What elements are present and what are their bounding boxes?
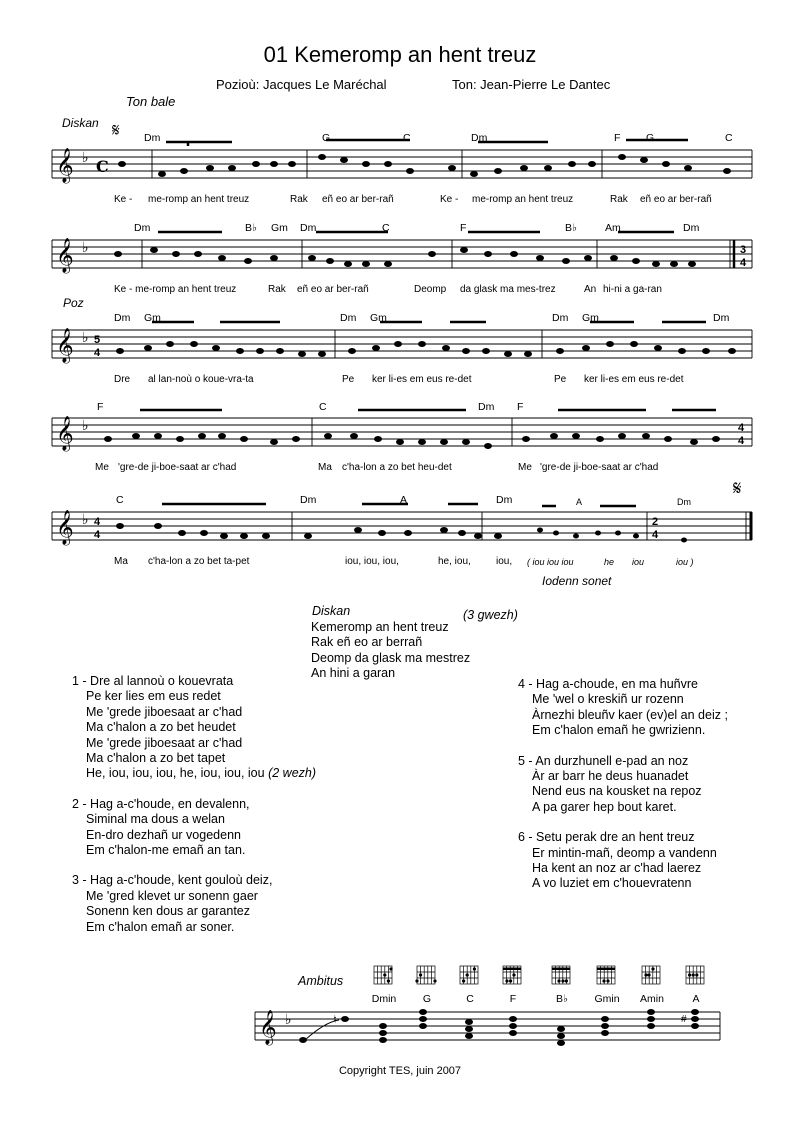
section-label-iodenn: Iodenn sonet <box>542 574 612 588</box>
lyric-syllables: eñ eo ar ber-rañ <box>322 194 394 205</box>
lyric-syllables: c'ha-lon a zo bet ta-pet <box>148 556 250 567</box>
verses-left-column <box>72 674 316 950</box>
lyric-syllables: me-romp an hent treuz <box>148 194 250 205</box>
chord-diagram-label: G <box>422 993 432 1005</box>
lyric-syllables: Deomp <box>414 284 447 295</box>
treble-clef-icon: 𝄞 <box>56 148 74 183</box>
chord-diagram-label: A <box>692 993 700 1005</box>
chord: F <box>517 401 524 413</box>
chord: C <box>319 401 327 413</box>
svg-text:3: 3 <box>740 244 747 256</box>
treble-clef-icon: 𝄞 <box>56 238 74 273</box>
lyric-syllables: iou ) <box>676 557 694 567</box>
section-label-diskan: Diskan <box>62 116 99 130</box>
verse-line: He, iou, iou, iou, he, iou, iou, iou <box>86 766 265 781</box>
verse-3 <box>72 873 316 935</box>
verse-line: Me 'wel o kreskiñ ur rozenn <box>532 692 684 707</box>
verse-line: A pa garer hep bout karet. <box>532 799 677 814</box>
lyric-syllables: 'gre-de ji-boe-saat ar c'had <box>118 462 237 473</box>
music-system-4 <box>52 414 752 454</box>
chord: G <box>322 132 331 144</box>
staff-lines <box>52 414 752 454</box>
svg-text:4: 4 <box>738 435 745 447</box>
segno-icon: 𝄋 <box>112 120 120 140</box>
lyric-syllables: Ma <box>114 556 128 567</box>
verse-6 <box>518 830 728 892</box>
chord: Dm <box>144 132 161 144</box>
segno-icon: 𝄋 <box>733 478 742 500</box>
lyric-syllables: he, iou, <box>438 556 471 567</box>
refrain-label: Diskan <box>312 604 351 618</box>
chord: Dm <box>677 497 691 507</box>
guitar-chord-diagrams <box>366 960 726 990</box>
verse-line: Ha kent an noz ar c'had laerez <box>532 861 702 876</box>
verse-line: 6 - Setu perak dre an hent treuz <box>518 830 695 845</box>
melody-notes <box>104 433 720 449</box>
chord: Gm <box>582 312 599 324</box>
music-system-2 <box>52 236 752 276</box>
lyric-syllables: iou <box>632 557 645 567</box>
lyric-syllables: 'gre-de ji-boe-saat ar c'had <box>540 462 659 473</box>
chord: B♭ <box>565 222 577 234</box>
music-system-5 <box>52 508 752 548</box>
lyrics-credit: Pozioù: Jacques Le Maréchal <box>216 77 387 92</box>
verse-line: 3 - Hag a-c'houde, kent gouloù deiz, <box>72 873 273 888</box>
svg-text:2: 2 <box>652 516 659 528</box>
music-system-3 <box>52 326 752 366</box>
lyric-syllables: Ke - <box>440 194 459 205</box>
verse-line: 4 - Hag a-choude, en ma huñvre <box>518 677 698 691</box>
refrain-line: An hini a garan <box>311 666 396 681</box>
refrain-text <box>311 620 470 682</box>
chord: G <box>646 132 655 144</box>
tune-credit: Ton: Jean-Pierre Le Dantec <box>452 77 611 92</box>
chord: Dm <box>471 132 488 144</box>
chord: Gm <box>370 312 387 324</box>
chord: A <box>576 497 583 507</box>
chord: Am <box>605 222 621 234</box>
verse-5 <box>518 754 728 816</box>
treble-clef-icon: 𝄞 <box>56 328 74 363</box>
chord: C <box>725 132 733 144</box>
chord: Dm <box>552 312 569 324</box>
svg-text:5: 5 <box>94 334 101 346</box>
verse-2 <box>72 797 316 859</box>
lyric-syllables: An <box>584 284 597 295</box>
refrain-repeat: (3 gwezh) <box>463 608 518 622</box>
lyric-syllables: Pe <box>342 374 355 385</box>
lyric-syllables: da glask ma mes-trez <box>460 284 556 295</box>
chord: F <box>97 401 104 413</box>
lyric-syllables: ker li-es em eus re-det <box>584 374 684 385</box>
staff-lines <box>52 508 752 548</box>
refrain-line: Deomp da glask ma mestrez <box>311 650 471 665</box>
flat-key-icon: ♭ <box>82 149 89 165</box>
treble-clef-icon: 𝄞 <box>56 416 74 451</box>
lyric-syllables: ( iou iou iou <box>527 557 574 567</box>
verse-line: 5 - An durzhunell e-pad an noz <box>518 753 689 768</box>
svg-text:#: # <box>681 1014 687 1025</box>
chord-diagram-label: F <box>509 993 517 1005</box>
chord: C <box>382 222 390 234</box>
lyric-syllables: eñ eo ar ber-rañ <box>640 194 712 205</box>
chord: Gm <box>144 312 161 324</box>
verse-1 <box>72 674 316 782</box>
refrain-line: Rak eñ eo ar berrañ <box>311 635 423 650</box>
chord: Dm <box>134 222 151 234</box>
verse-line: Àr ar barr he deus huanadet <box>532 769 689 784</box>
chord-diagram-label: Dmin <box>371 993 397 1005</box>
lyric-syllables: iou, <box>496 556 513 567</box>
lyric-syllables: Pe <box>554 374 567 385</box>
verse-repeat: (2 wezh) <box>268 766 317 781</box>
verse-line: 1 - Dre al lannoù o kouevrata <box>72 674 234 688</box>
verse-line: A vo luziet em c'houevratenn <box>532 876 692 891</box>
verse-line: Pe ker lies em eus redet <box>86 689 221 704</box>
chord-diagram-label: Amin <box>640 993 664 1005</box>
verse-line: Er mintin-mañ, deomp a vandenn <box>532 845 717 860</box>
staff-lines <box>52 326 752 366</box>
verse-line: 2 - Hag a-c'houde, en devalenn, <box>72 796 250 811</box>
lyric-syllables: Me <box>518 462 532 473</box>
verse-line: Ma c'halon a zo bet heudet <box>86 720 236 735</box>
lyric-syllables: hi-ni a ga-ran <box>603 284 662 295</box>
chord-diagram-label: B♭ <box>556 993 568 1005</box>
verse-line: Em c'halon emañ ar soner. <box>86 919 235 934</box>
verse-line: Me 'grede jiboesaat ar c'had <box>86 735 243 750</box>
verse-line: Ma c'halon a zo bet tapet <box>86 751 226 766</box>
chord: C <box>403 132 411 144</box>
lyric-syllables: Ke - me-romp an hent treuz <box>114 284 237 295</box>
lyric-syllables: iou, iou, iou, <box>345 556 399 567</box>
refrain-line: Kemeromp an hent treuz <box>311 620 449 634</box>
svg-text:4: 4 <box>740 257 747 269</box>
chord: F <box>614 132 621 144</box>
svg-text:4: 4 <box>94 529 101 541</box>
svg-text:C: C <box>96 157 109 176</box>
lyric-syllables: ker li-es em eus re-det <box>372 374 472 385</box>
melody-notes <box>114 247 696 267</box>
chord: Dm <box>340 312 357 324</box>
chord: Dm <box>683 222 700 234</box>
treble-clef-icon: 𝄞 <box>56 510 74 545</box>
lyric-syllables: Rak <box>290 194 308 205</box>
chord: Dm <box>300 222 317 234</box>
chord: Dm <box>300 494 317 506</box>
tempo-marking: Ton bale <box>126 94 176 109</box>
chord: A <box>400 494 408 506</box>
verse-4 <box>518 677 728 739</box>
chord: Gm <box>271 222 288 234</box>
staff-lines <box>255 1008 720 1052</box>
page-title: 01 Kemeromp an hent treuz <box>263 42 537 67</box>
verse-line: Siminal ma dous a welan <box>86 812 225 827</box>
lyric-syllables: eñ eo ar ber-rañ <box>297 284 369 295</box>
svg-text:4: 4 <box>94 347 101 359</box>
svg-text:♮: ♮ <box>333 1014 337 1026</box>
ambitus-staff <box>255 1008 720 1052</box>
lyric-syllables: Ke - <box>114 194 133 205</box>
verse-line: Em c'halon-me emañ an tan. <box>86 843 246 858</box>
treble-clef-icon: 𝄞 <box>259 1010 277 1045</box>
svg-text:4: 4 <box>652 529 659 541</box>
chord: Dm <box>478 401 495 413</box>
verse-line: Sonenn ken dous ar garantez <box>86 904 251 919</box>
flat-key-icon: ♭ <box>285 1011 292 1027</box>
chord: C <box>116 494 124 506</box>
verse-line: Me 'gred klevet ur sonenn gaer <box>86 888 258 903</box>
lyric-syllables: Me <box>95 462 109 473</box>
ambitus-label: Ambitus <box>298 974 344 988</box>
verses-right-column <box>518 677 728 907</box>
verse-line: En-dro dezhañ ur vogedenn <box>86 827 241 842</box>
verse-line: Àrnezhi bleuñv kaer (ev)el an deiz ; <box>532 707 728 722</box>
lyric-syllables: Ma <box>318 462 332 473</box>
svg-text:4: 4 <box>94 516 101 528</box>
verse-line: Nend eus na kousket na repoz <box>532 784 702 799</box>
lyric-syllables: me-romp an hent treuz <box>472 194 574 205</box>
lyric-syllables: al lan-noù o koue-vra-ta <box>148 374 254 385</box>
chord: Dm <box>496 494 513 506</box>
copyright-notice: Copyright TES, juin 2007 <box>338 1065 462 1077</box>
lyric-syllables: Dre <box>114 374 131 385</box>
svg-text:4: 4 <box>738 422 745 434</box>
staff-lines <box>52 236 752 276</box>
chord: F <box>460 222 467 234</box>
lyric-syllables: c'ha-lon a zo bet heu-det <box>342 462 452 473</box>
flat-key-icon: ♭ <box>82 511 89 527</box>
melody-notes <box>116 341 736 357</box>
lyric-syllables: Rak <box>268 284 286 295</box>
lyric-syllables: Rak <box>610 194 628 205</box>
lyric-syllables: he <box>604 557 615 567</box>
verse-line: Em c'halon emañ he gwrizienn. <box>532 723 706 738</box>
flat-key-icon: ♭ <box>82 329 89 345</box>
flat-key-icon: ♭ <box>82 417 89 433</box>
chord-diagram-label: C <box>466 993 474 1005</box>
chord-diagram-label: Gmin <box>594 993 620 1005</box>
chord: B♭ <box>245 222 257 234</box>
verse-line: Me 'grede jiboesaat ar c'had <box>86 704 243 719</box>
section-label-poz: Poz <box>63 296 84 310</box>
chord: Dm <box>713 312 730 324</box>
chord: Dm <box>114 312 131 324</box>
flat-key-icon: ♭ <box>82 239 89 255</box>
